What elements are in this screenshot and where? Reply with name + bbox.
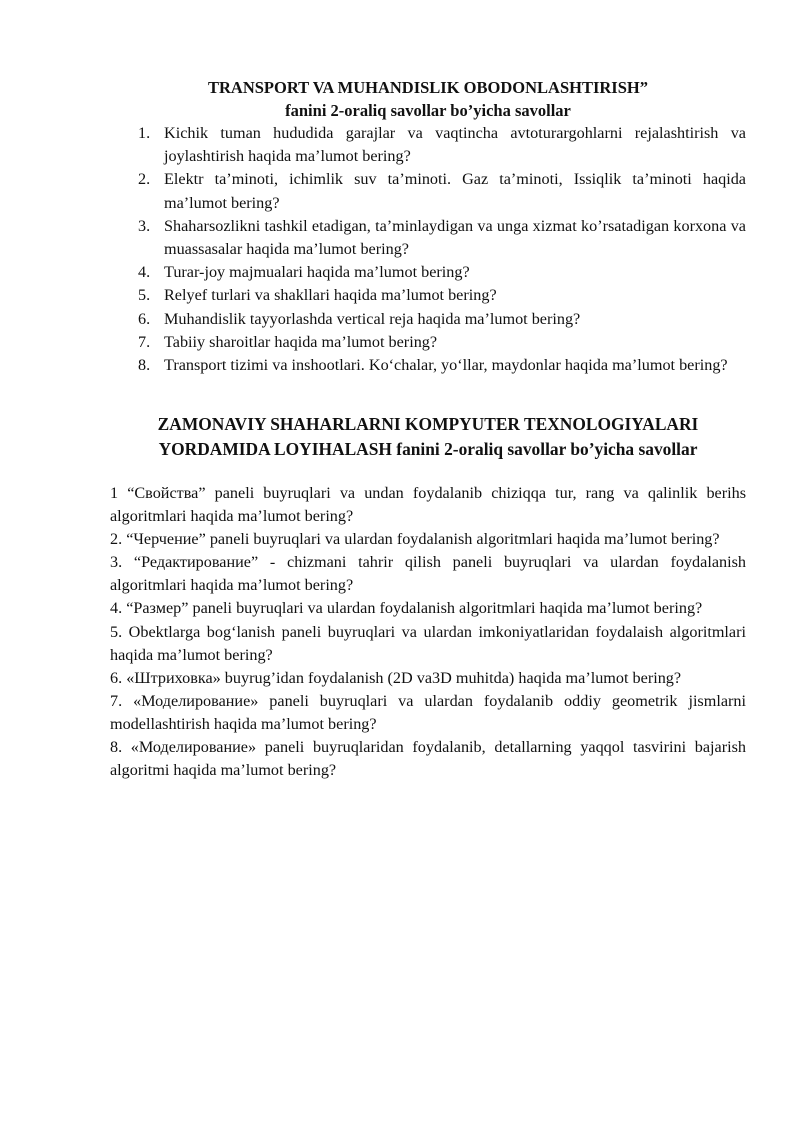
list-item	[110, 168, 746, 214]
section-title-line1: TRANSPORT VA MUHANDISLIK OBODONLASHTIRISH”	[208, 78, 648, 97]
list-item	[110, 122, 746, 168]
list-item	[110, 354, 746, 377]
list-item: 3. “Редактирование” - chizmani tahrir qilish paneli buyruqlari va ulardan foydalanish algoritmlari haqida ma’lumot bering?	[110, 553, 746, 595]
section-title-line2: fanini 2-oraliq savollar bo’yicha savollar	[285, 101, 571, 120]
section-transport	[110, 76, 746, 377]
item-number: 3.	[138, 216, 151, 235]
question-list	[110, 482, 746, 782]
list-item	[110, 308, 746, 331]
item-text: Turar-joy majmualari haqida ma’lumot bering?	[164, 263, 470, 282]
list-item: 4. “Размер” paneli buyruqlari va ulardan foydalanish algoritmlari haqida ma’lumot bering?	[110, 599, 703, 618]
list-item	[110, 284, 746, 307]
item-text: Muhandislik tayyorlashda vertical reja haqida ma’lumot bering?	[164, 309, 581, 328]
list-item: 8. «Моделирование» paneli buyruqlaridan foydalanib, detallarning yaqqol tasvirini bajarish algoritmi haqida ma’lumot bering?	[110, 738, 746, 780]
item-text: Relyef turlari va shakllari haqida ma’lumot bering?	[164, 286, 497, 305]
question-list	[110, 122, 746, 377]
item-number: 7.	[138, 332, 151, 351]
item-number: 8.	[138, 356, 151, 375]
item-number: 5.	[138, 286, 151, 305]
item-number: 1.	[138, 124, 151, 142]
item-number: 4.	[138, 263, 151, 282]
list-item	[110, 261, 746, 284]
item-text: Kichik tuman hududida garajlar va vaqtincha avtoturargohlarni rejalashtirish va joylashtirish haqida ma’lumot bering?	[164, 124, 746, 166]
list-item: 5. Obektlarga bog‘lanish paneli buyruqlari va ulardan imkoniyatlaridan foydalaish algoritmlari haqida ma’lumot bering?	[110, 622, 746, 664]
list-item: 1 “Свойства” paneli buyruqlari va undan foydalanib chiziqqa tur, rang va qalinlik berihs algoritmlari haqida ma’lumot bering?	[110, 484, 746, 526]
item-text: Tabiiy sharoitlar haqida ma’lumot bering?	[164, 332, 438, 351]
item-text: Transport tizimi va inshootlari. Ko‘chalar, yo‘llar, maydonlar haqida ma’lumot bering?	[164, 356, 728, 375]
section-title-line2: YORDAMIDA LOYIHALASH fanini 2-oraliq savollar bo’yicha savollar	[158, 438, 698, 459]
item-number: 2.	[138, 170, 151, 189]
list-item: 6. «Штриховка» buyrug’idan foydalanish (2D va3D muhitda) haqida ma’lumot bering?	[110, 668, 682, 687]
list-item: 7. «Моделирование» paneli buyruqlari va ulardan foydalanib oddiy geometrik jismlarni modellashtirish haqida ma’lumot bering?	[110, 691, 746, 733]
list-item: 2. “Черчение” paneli buyruqlari va ulardan foydalanish algoritmlari haqida ma’lumot bering?	[110, 530, 720, 549]
list-item	[110, 215, 746, 261]
section-title-line1: ZAMONAVIY SHAHARLARNI KOMPYUTER TEXNOLOGIYALARI	[157, 414, 699, 434]
item-text: Shaharsozlikni tashkil etadigan, ta’minlaydigan va unga xizmat ko’rsatadigan korxona va muassasalar haqida ma’lumot bering?	[164, 216, 746, 259]
list-item	[110, 331, 746, 354]
item-text: Elektr ta’minoti, ichimlik suv ta’minoti. Gaz ta’minoti, Issiqlik ta’minoti haqida ma’lumot bering?	[164, 170, 746, 212]
item-number: 6.	[138, 309, 151, 328]
section-computer-design	[110, 412, 746, 782]
